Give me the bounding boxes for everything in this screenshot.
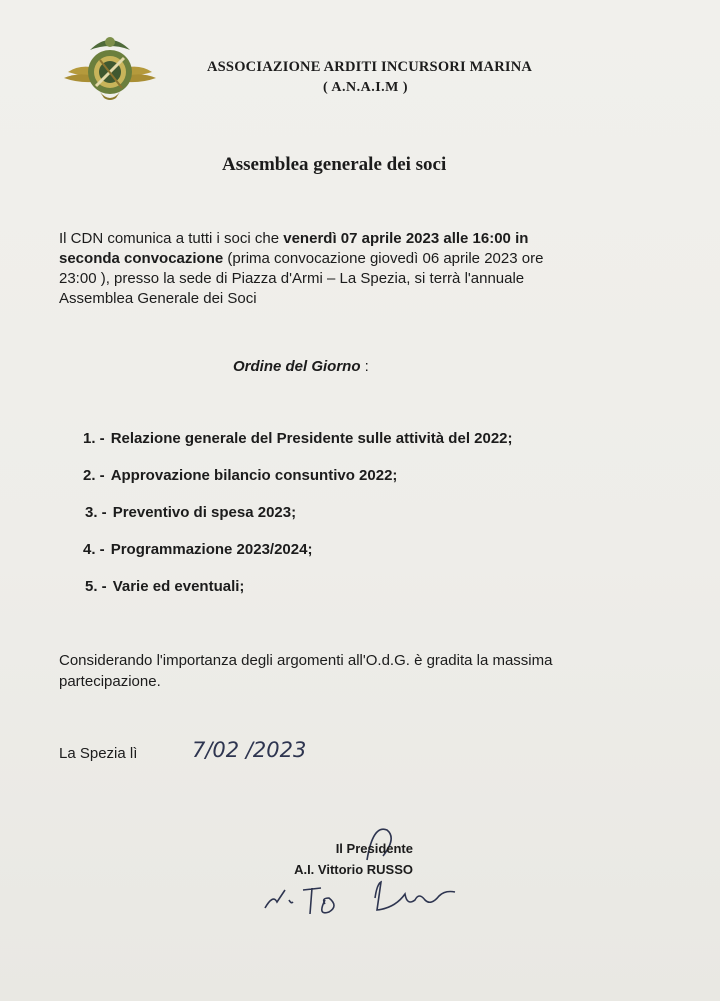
announcement-line-1: Il CDN comunica a tutti i soci che venerdì 07 aprile 2023 alle 16:00 in — [59, 230, 529, 247]
agenda-title: Ordine del Giorno : — [233, 358, 369, 375]
agenda-item: 1. - Relazione generale del Presidente sulle attività del 2022; — [83, 430, 513, 447]
organization-name: ASSOCIAZIONE ARDITI INCURSORI MARINA — [207, 59, 533, 75]
frogman-insignia-icon — [60, 28, 160, 110]
agenda-item: 4. - Programmazione 2023/2024; — [83, 541, 313, 558]
announcement-line-2: seconda convocazione (prima convocazione giovedì 06 aprile 2023 ore — [59, 250, 544, 267]
announcement-paragraph — [59, 229, 639, 309]
announcement-line-4: Assemblea Generale dei Soci — [59, 290, 257, 307]
signatory-role: Il Presidente — [335, 841, 413, 856]
handwritten-date — [190, 733, 360, 767]
svg-text:7/02 /2023: 7/02 /2023 — [192, 738, 307, 762]
agenda-item: 2. - Approvazione bilancio consuntivo 2022; — [83, 467, 398, 484]
agenda-item: 3. - Preventivo di spesa 2023; — [85, 504, 297, 521]
closing-paragraph — [59, 650, 659, 692]
closing-line-2: partecipazione. — [59, 673, 161, 690]
agenda-item: 5. - Varie ed eventuali; — [85, 578, 245, 595]
signatory-name: A.I. Vittorio RUSSO — [294, 862, 413, 877]
signature-block — [283, 838, 413, 880]
organization-abbreviation: ( A.N.A.I.M ) — [323, 80, 409, 95]
document-title: Assemblea generale dei soci — [222, 154, 447, 175]
announcement-line-3: 23:00 ), presso la sede di Piazza d'Armi – La Spezia, si terrà l'annuale — [59, 270, 525, 287]
place-date-label: La Spezia lì — [59, 745, 138, 762]
closing-line-1: Considerando l'importanza degli argomenti all'O.d.G. è gradita la massima — [59, 652, 553, 669]
